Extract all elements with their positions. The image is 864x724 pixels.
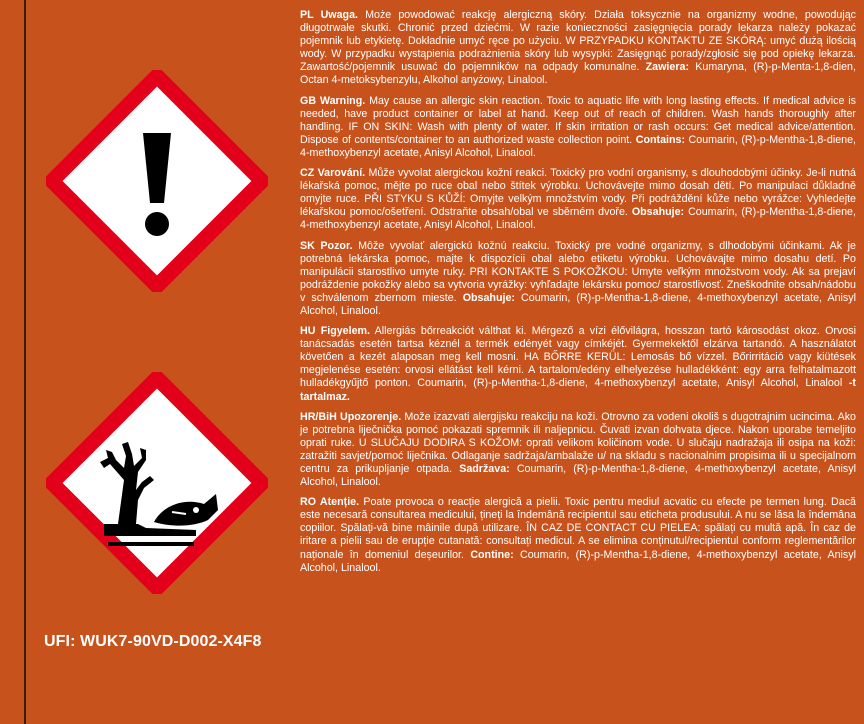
warning-block-pl <box>300 9 856 88</box>
contains-list: Coumarin, (R)-p-Mentha-1,8-diene, 4-methoxybenzyl acetate, Anisyl Alcohol, Linalool. <box>300 291 856 317</box>
warning-block-hu <box>300 325 856 404</box>
contains-label: Contine: <box>470 548 514 561</box>
contains-list: Coumarin, (R)-p-Mentha-1,8-diene, 4-methoxybenzyl acetate, Anisyl Alcohol, Linalool. <box>300 133 856 159</box>
block-text: May cause an allergic skin reaction. Toxic to aquatic life with long lasting effects. If medical advice is needed, have product container or label at hand. Keep out of reach of children. Wash hands thoroughly after handling. IF ON SKIN: Wash with plenty of water. If skin irritation or rash occurs: Get medical advice/attention. Dispose of contents/container to an authorized waste collection point. <box>300 94 856 146</box>
contains-list: Coumarin, (R)-p-Mentha-1,8-diene, 4-methoxybenzyl acetate, Anisyl Alcohol, Linalool. <box>300 548 856 574</box>
block-text: Može izazvati alergijsku reakciju na koži. Otrovno za vodeni okoliš s dugotrajnim ucincima. Ako je potrebna liječnička pomoć pokazati spremnik ili naljepnicu. Čuvati izvan dohvata djece. Nakon uporabe temeljito oprati ruke. U SLUČAJU DODIRA S KOŽOM: oprati velikom količinom vode. U slučaju nadražaja ili osipa na koži: zatražiti savjet/pomoć liječnika. Odlaganje sadržaja/ambalaže u/ na skladu s nacionalnim propisima ili u specijalnom centru za prikupljanje otpada. <box>300 410 856 475</box>
ufi-code: UFI: WUK7-90VD-D002-X4F8 <box>44 633 262 650</box>
block-code: PL Uwaga. <box>300 9 358 21</box>
warning-block-gb <box>300 95 856 160</box>
contains-list: Kumaryna, (R)-p-Menta-1,8-dien, Octan 4-metoksybenzylu, Alkohol anyżowy, Linalool. <box>300 61 856 87</box>
warning-block-ro <box>300 496 856 575</box>
exclamation-mark-pictogram <box>46 70 268 292</box>
warning-block-sk <box>300 240 856 319</box>
contains-label: Contains: <box>635 133 686 146</box>
left-border-line <box>24 0 26 724</box>
warning-texts <box>300 9 856 582</box>
block-code: RO Atenție. <box>300 496 360 509</box>
contains-list: Coumarin, (R)-p-Mentha-1,8-diene, 4-methoxybenzyl acetate, Anisyl Alcohol, Linalool. <box>300 206 856 232</box>
block-text: Môže vyvolať alergickú kožnú reakciu. Toxický pre vodné organizmy, s dlhodobými účinkami. Ak je potrebná lekárska pomoc, majte k dispozícii obal alebo etiketu výrobku. Uchovávajte mimo dosahu detí. Po manipulácii starostlivo umyte ruky. PRI KONTAKTE S POKOŽKOU: Umyte veľkým množstvom vody. Ak sa prejaví podráždenie pokožky alebo sa vytvoria vyrážky: vyhľadajte lekársku pomoc/ starostlivosť. Zneškodnite obsah/nádobu v schválenom zbernom mieste. <box>300 239 856 304</box>
warning-block-hr <box>300 411 856 490</box>
block-text: Může vyvolat alergickou kožní reakci. Toxický pro vodní organismy, s dlouhodobými účinky. Je-li nutná lékařská pomoc, mějte po ruce obal nebo štítek výrobku. Uchovávejte mimo dosah dětí. Po manipulaci důkladně omyjte ruce. PŘI STYKU S KŮŽÍ: Omyjte velkým množstvím vody. Při podráždění kůže nebo vyrážce: Vyhledejte lékařskou pomoc/ošetření. Odstraňte obsah/obal ve sběrném dvoře. <box>300 167 856 219</box>
contains-list: Coumarin, (R)-p-Mentha-1,8-diene, 4-methoxybenzyl acetate, Anisyl Alcohol, Linalool. <box>300 463 856 489</box>
block-code: SK Pozor. <box>300 239 353 252</box>
block-code: HU Figyelem. <box>300 325 370 338</box>
block-code: GB Warning. <box>300 94 366 107</box>
environment-hazard-pictogram <box>46 372 268 594</box>
environment-hazard-icon <box>46 372 268 594</box>
block-code: CZ Varování. <box>300 167 366 180</box>
block-code: HR/BiH Upozorenje. <box>300 410 402 423</box>
warning-block-cz <box>300 167 856 232</box>
contains-label: Sadržava: <box>459 463 510 475</box>
exclamation-mark-icon <box>46 70 268 292</box>
contains-label: Obsahuje: <box>462 291 515 304</box>
block-text: Może powodować reakcję alergiczną skóry. Działa toksycznie na organizmy wodne, powodując długotrwałe skutki. Chronić przed dziećmi. W razie konieczności zasięgnięcia porady lekarza należy pokazać pojemnik lub etykietę. Dokładnie umyć ręce po użyciu. W PRZYPADKU KONTAKTU ZE SKÓRĄ: umyć dużą ilością wody. W przypadku wystąpienia podrażnienia skóry lub wysypki: Zasięgnąć porady/zgłosić się pod opiekę lekarza. Zawartość/pojemnik usuwać do pojemników na odpady komunalne. <box>300 9 856 74</box>
block-text: Poate provoca o reacție alergică a pielii. Toxic pentru mediul acvatic cu efecte pe termen lung. Dacă este necesară consultarea medicului, țineți la îndemână recipientul sau eticheta produsului. A nu se lăsa la îndemâna copiilor. Spălați-vă bine mâinile după utilizare. ÎN CAZ DE CONTACT CU PIELEA: spălați cu multă apă. În caz de iritare a pielii sau de erupție cutanată: consultați medicul. A se elimina conținutul/recipientul conform reglementărilor naționale în domeniul deșeurilor. <box>300 496 857 561</box>
contains-label: Obsahuje: <box>631 206 685 219</box>
block-text: Allergiás bőrreakciót válthat ki. Mérgező a vízi élővilágra, hosszan tartó károsodást okoz. Orvosi tanácsadás esetén tartsa kéznél a termék edényét vagy címkéjét. Gyermekektől elzárva tartandó. A használatot követően a kezét alaposan meg kell mosni. HA BŐRRE KERÜL: Lemosás bő vízzel. Bőrirritáció vagy kiütések megjelenése esetén: orvosi ellátást kell kérni. A tartalom/edény elhelyezése hulladékként: egy arra felhatalmazott hulladékgyűjtő ponton. Coumarin, (R)-p-Mentha-1,8-diene, 4-methoxybenzyl acetate, Anisyl Alcohol, Linalool <box>300 325 856 390</box>
contains-label: Zawiera: <box>645 61 690 74</box>
contains-label: -t tartalmaz. <box>300 377 856 403</box>
